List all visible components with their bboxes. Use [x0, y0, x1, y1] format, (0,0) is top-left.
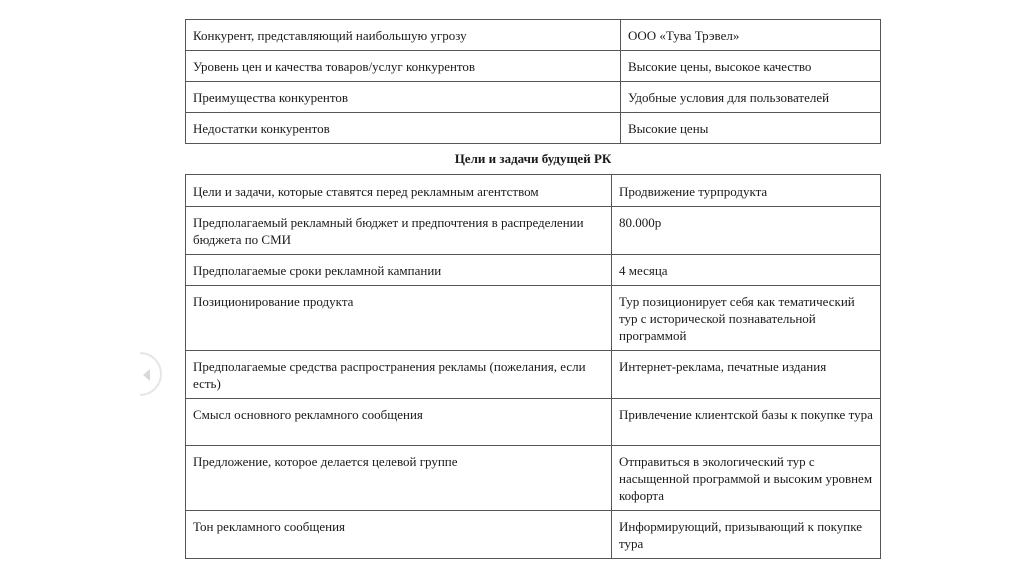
table-row: [186, 351, 881, 399]
row-value: Продвижение турпродукта: [612, 175, 881, 207]
row-label: Преимущества конкурентов: [186, 82, 621, 113]
row-label: Предполагаемые средства распространения рекламы (пожелания, если есть): [186, 351, 612, 399]
goals-table: [185, 174, 881, 559]
row-value: 80.000р: [612, 207, 881, 255]
section-title: Цели и задачи будущей РК: [454, 151, 612, 166]
table-row: [186, 113, 881, 144]
table-row: [186, 255, 881, 286]
row-value: Удобные условия для пользователей: [621, 82, 881, 113]
row-value: Высокие цены: [621, 113, 881, 144]
row-label: Цели и задачи, которые ставятся перед рекламным агентством: [186, 175, 612, 207]
row-label: Смысл основного рекламного сообщения: [186, 399, 612, 446]
row-label: Конкурент, представляющий наибольшую угрозу: [186, 20, 621, 51]
row-label: Предложение, которое делается целевой группе: [186, 446, 612, 511]
row-value: Информирующий, призывающий к покупке тура: [612, 511, 881, 559]
document-page: [185, 19, 881, 559]
table-row: [186, 446, 881, 511]
row-value: Интернет-реклама, печатные издания: [612, 351, 881, 399]
row-value: Отправиться в экологический тур с насыщенной программой и высоким уровнем кофорта: [612, 446, 881, 511]
competitors-table: [185, 19, 881, 144]
arrow-left-icon: [143, 369, 150, 381]
row-value: Привлечение клиентской базы к покупке тура: [612, 399, 881, 446]
table-row: [186, 51, 881, 82]
row-label: Позиционирование продукта: [186, 286, 612, 351]
table-row: [186, 20, 881, 51]
table-row: [186, 511, 881, 559]
row-label: Недостатки конкурентов: [186, 113, 621, 144]
table-row: [186, 207, 881, 255]
row-label: Предполагаемые сроки рекламной кампании: [186, 255, 612, 286]
row-value: Тур позиционирует себя как тематический тур с исторической познавательной программой: [612, 286, 881, 351]
row-label: Тон рекламного сообщения: [186, 511, 612, 559]
row-value: ООО «Тува Трэвел»: [621, 20, 881, 51]
row-label: Уровень цен и качества товаров/услуг конкурентов: [186, 51, 621, 82]
table-row: [186, 399, 881, 446]
table-row: [186, 82, 881, 113]
table-row: [186, 286, 881, 351]
row-value: 4 месяца: [612, 255, 881, 286]
table-row: [186, 175, 881, 207]
row-label: Предполагаемый рекламный бюджет и предпочтения в распределении бюджета по СМИ: [186, 207, 612, 255]
row-value: Высокие цены, высокое качество: [621, 51, 881, 82]
previous-slide-button[interactable]: [140, 352, 162, 396]
